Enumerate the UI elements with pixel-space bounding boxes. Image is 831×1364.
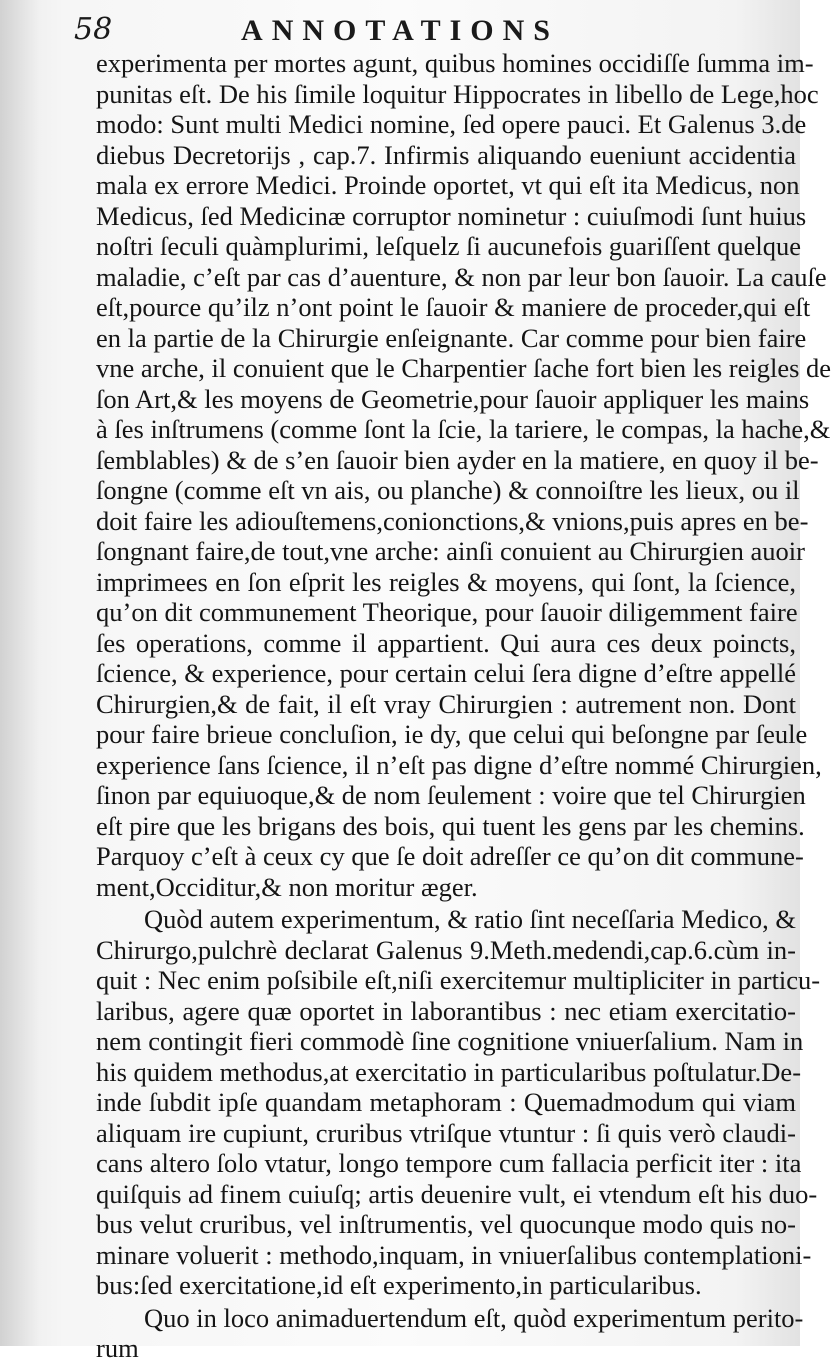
- running-head: [0, 8, 800, 48]
- text-line: en la partie de la Chirurgie enſeignante. Car comme pour bien faire: [96, 322, 807, 353]
- text-line: ſcience, & experience, pour certain celui ſera digne d’eſtre appellé: [96, 658, 796, 688]
- text-line: cans altero ſolo vtatur, longo tempore cum fallacia perficit iter : ita: [96, 1148, 802, 1178]
- text-line: quit : Nec enim poſsibile eſt,niſi exercitemur multipliciter in particu-: [96, 965, 821, 995]
- text-line: ment,Occiditur,& non moritur æger.: [96, 871, 478, 902]
- text-line: mala ex errore Medici. Proinde oportet, vt qui eſt ita Medicus, non: [96, 170, 800, 200]
- paragraph: [96, 1302, 804, 1364]
- text-line: Medicus, ſed Medicinæ corruptor nominetur : cuiuſmodi ſunt huius: [96, 200, 807, 231]
- text-line: maladie, c’eſt par cas d’auenture, & non par leur bon ſauoir. La cauſe: [96, 261, 827, 292]
- text-line: Quo in loco animaduertendum eſt, quòd experimentum perito-: [144, 1302, 804, 1333]
- text-line: à ſes inſtrumens (comme ſont la ſcie, la tariere, le compas, la hache,&: [96, 414, 831, 444]
- text-line: ſon Art,& les moyens de Geometrie,pour ſauoir appliquer les mains: [96, 383, 810, 414]
- text-line: nem contingit fieri commodè ſine cognitione vniuerſalium. Nam in: [96, 1026, 804, 1056]
- text-line: eſt pire que les brigans des bois, qui tuent les gens par les chemins.: [96, 810, 805, 841]
- text-line: ſemblables) & de s’en ſauoir bien ayder en la matiere, en quoy il be-: [96, 444, 819, 475]
- text-line: doit faire les adiouſtemens,conionctions,& vnions,puis apres en be-: [96, 505, 809, 536]
- text-line: his quidem methodus,at exercitatio in particularibus poſtulatur.De-: [96, 1056, 802, 1087]
- text-line: experience ſans ſcience, il n’eſt pas digne d’eſtre nommé Chirurgien,: [96, 749, 822, 780]
- text-line: quiſquis ad finem cuiuſq; artis deuenire vult, ei vtendum eſt his duo-: [96, 1178, 818, 1209]
- text-line: experimenta per mortes agunt, quibus homines occidiſſe ſumma im-: [96, 48, 814, 78]
- text-line: ſongnant faire,de tout,vne arche: ainſi conuient au Chirurgien auoir: [96, 536, 805, 566]
- text-line: minare voluerit : methodo,inquam, in vniuerſalibus contemplationi-: [96, 1239, 812, 1270]
- text-line: qu’on dit communement Theorique, pour ſauoir diligemment faire: [96, 597, 798, 627]
- text-line: noſtri ſeculi quàmplurimi, leſquelz ſi aucunefois guariſſent quelque: [96, 231, 801, 261]
- text-line: ſes operations, comme il appartient. Qui aura ces deux poincts,: [96, 627, 796, 658]
- text-line: punitas eſt. De his ſimile loquitur Hippocrates in libello de Lege,hoc: [96, 78, 819, 109]
- text-line: Chirurgien,& de fait, il eſt vray Chirurgien : autrement non. Dont: [96, 688, 796, 719]
- paragraph: [96, 904, 821, 1301]
- text-line: imprimees en ſon eſprit les reigles & moyens, qui ſont, la ſcience,: [96, 566, 796, 597]
- text-line: diebus Decretorijs , cap.7. Infirmis aliquando eueniunt accidentia: [96, 139, 796, 170]
- text-line: ſinon par equiuoque,& de nom ſeulement : voire que tel Chirurgien: [96, 780, 806, 810]
- text-line: Quòd autem experimentum, & ratio ſint neceſſaria Medico, &: [144, 904, 796, 934]
- text-line: pour faire brieue concluſion, ie dy, que celui qui beſongne par ſeule: [96, 719, 808, 749]
- text-line: Chirurgo,pulchrè declarat Galenus 9.Meth.medendi,cap.6.cùm in-: [96, 934, 796, 965]
- text-line: bus velut cruribus, vel inſtrumentis, vel quocunque modo quis no-: [96, 1209, 796, 1239]
- paragraph: [96, 48, 831, 902]
- text-line: rum: [96, 1333, 139, 1363]
- text-line: Parquoy c’eſt à ceux cy que ſe doit adreſſer ce qu’on dit commune-: [96, 841, 804, 871]
- running-title: ANNOTATIONS: [241, 14, 559, 47]
- spine-shadow: [0, 0, 40, 1346]
- page-number: 58: [74, 12, 113, 47]
- text-line: aliquam ire cupiunt, cruribus vtriſque vtuntur : ſi quis verò claudi-: [96, 1117, 796, 1148]
- text-line: modo: Sunt multi Medici nomine, ſed opere pauci. Et Galenus 3.de: [96, 109, 807, 139]
- text-line: ſongne (comme eſt vn ais, ou planche) & connoiſtre les lieux, ou il: [96, 475, 800, 505]
- text-line: eſt,pource qu’ilz n’ont point le ſauoir & maniere de proceder,qui eſt: [96, 292, 811, 322]
- text-line: vne arche, il conuient que le Charpentier ſache fort bien les reigles de: [96, 353, 831, 383]
- text-line: laribus, agere quæ oportet in laborantibus : nec etiam exercitatio-: [96, 995, 796, 1026]
- text-line: inde ſubdit ipſe quandam metaphoram : Quemadmodum qui viam: [96, 1087, 796, 1117]
- text-line: bus:ſed exercitatione,id eſt experimento,in particularibus.: [96, 1270, 702, 1300]
- body-text: [96, 48, 831, 1364]
